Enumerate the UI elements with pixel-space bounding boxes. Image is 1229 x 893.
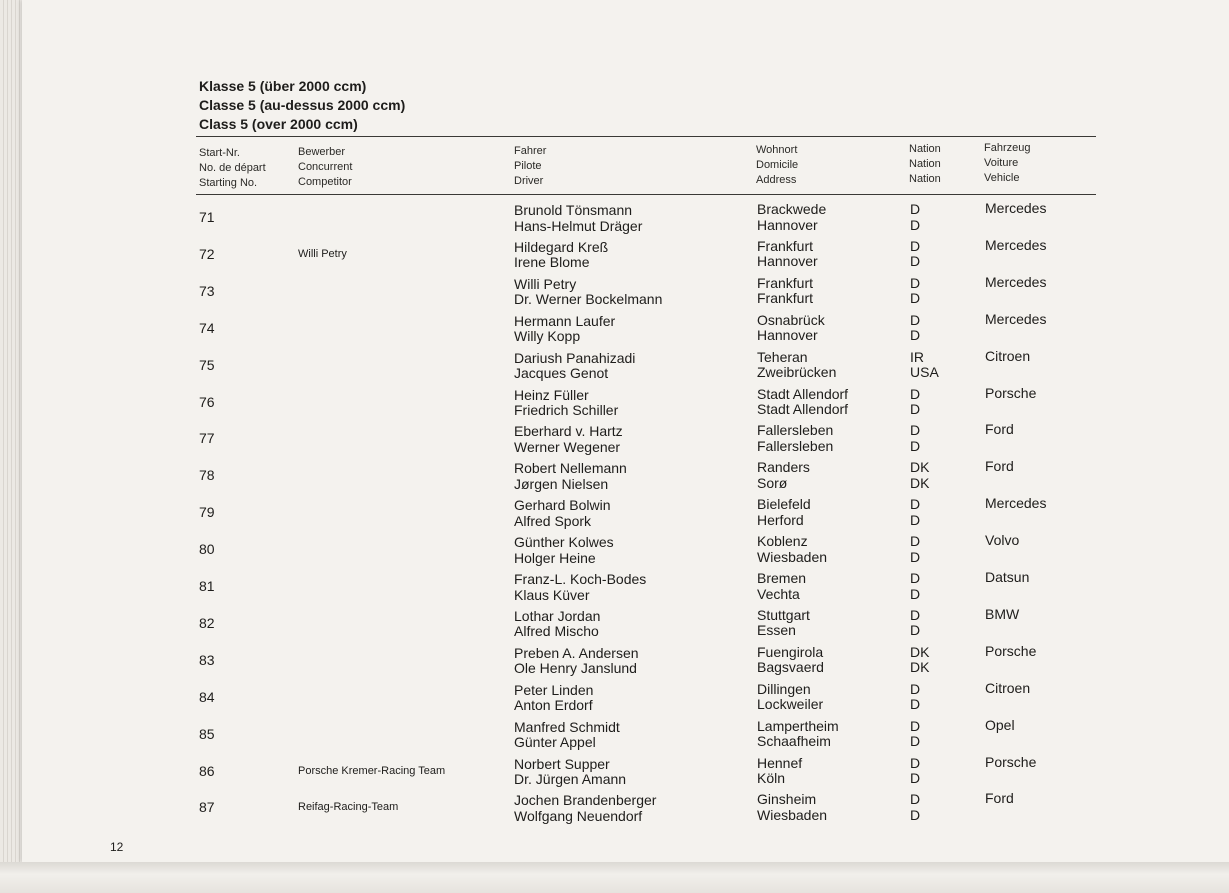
- start-number-cell: [199, 321, 215, 337]
- nations-text: D: [910, 696, 921, 713]
- nations-text: D: [910, 327, 921, 344]
- homes-cell: [757, 313, 825, 344]
- header-label: Voiture: [984, 157, 1019, 169]
- nations-text: D: [910, 717, 921, 734]
- competitor-cell: [298, 247, 347, 263]
- drivers-text: Jørgen Nielsen: [514, 475, 609, 492]
- drivers-cell: [514, 388, 618, 419]
- competitor-cell: [298, 764, 445, 780]
- drivers-text: Eberhard v. Hartz: [514, 423, 623, 440]
- homes-text: Frankfurt: [757, 274, 814, 291]
- homes-cell: [757, 534, 827, 565]
- vehicle-text: Opel: [985, 716, 1015, 733]
- vehicle-text: Mercedes: [985, 236, 1047, 253]
- nations-text: D: [910, 290, 921, 307]
- homes-cell: [757, 497, 811, 528]
- heading-french: Classe 5 (au-dessus 2000 ccm): [199, 97, 406, 113]
- start-number-text: 85: [199, 725, 215, 742]
- page-bottom-edge: [0, 862, 1229, 893]
- nations-cell: [910, 534, 920, 565]
- vehicle-text: Mercedes: [985, 495, 1047, 512]
- nations-cell: [910, 313, 920, 344]
- header-label: Nation: [909, 173, 941, 185]
- homes-text: Essen: [757, 622, 796, 639]
- nations-text: D: [910, 437, 921, 454]
- homes-text: Ginsheim: [757, 791, 817, 808]
- vehicle-text: Volvo: [985, 532, 1020, 549]
- homes-cell: [757, 202, 826, 233]
- start-number-cell: [199, 395, 215, 411]
- homes-cell: [757, 387, 848, 418]
- vehicle-text: Mercedes: [985, 310, 1047, 327]
- drivers-text: Lothar Jordan: [514, 607, 601, 624]
- nations-text: D: [910, 754, 921, 771]
- start-number-text: 79: [199, 504, 215, 521]
- table-row: [0, 421, 1229, 461]
- vehicle-cell: [985, 570, 1029, 586]
- nations-text: DK: [910, 659, 930, 676]
- drivers-text: Norbert Supper: [514, 755, 610, 772]
- table-row: [0, 236, 1229, 277]
- homes-text: Bremen: [757, 570, 807, 586]
- homes-text: Fallersleben: [757, 422, 834, 439]
- drivers-cell: [514, 535, 614, 566]
- homes-text: Hannover: [757, 253, 818, 270]
- homes-text: Fallersleben: [757, 437, 834, 454]
- header-label: Nation: [909, 143, 941, 155]
- nations-text: D: [910, 733, 921, 750]
- header-label: Domicile: [756, 159, 799, 171]
- header-label: Pilote: [514, 160, 542, 172]
- homes-cell: [757, 460, 810, 491]
- table-row: [0, 310, 1229, 351]
- vehicle-cell: [985, 422, 1014, 438]
- start-number-cell: [199, 505, 215, 521]
- header-vehicle: [984, 141, 1030, 186]
- start-number-text: 77: [199, 430, 215, 447]
- table-row: [0, 384, 1229, 425]
- start-number-text: 73: [199, 282, 215, 299]
- competitor-text: Willi Petry: [298, 247, 347, 260]
- nations-cell: [910, 276, 920, 307]
- vehicle-text: Ford: [985, 458, 1014, 475]
- start-number-text: 72: [199, 245, 215, 262]
- homes-cell: [757, 608, 810, 639]
- vehicle-text: BMW: [985, 605, 1020, 622]
- drivers-text: Günter Appel: [514, 734, 596, 751]
- drivers-text: Robert Nellemann: [514, 460, 627, 477]
- nations-cell: [910, 645, 929, 676]
- nations-text: D: [910, 253, 921, 270]
- start-number-cell: [199, 616, 215, 632]
- vehicle-text: Porsche: [985, 642, 1037, 659]
- header-label: Driver: [514, 175, 544, 187]
- drivers-text: Hildegard Kreß: [514, 238, 609, 255]
- homes-text: Bagsvaerd: [757, 659, 824, 676]
- homes-text: Schaafheim: [757, 733, 831, 750]
- homes-text: Stadt Allendorf: [757, 385, 849, 402]
- nations-cell: [910, 460, 929, 491]
- homes-cell: [757, 756, 802, 787]
- header-label: No. de départ: [199, 162, 266, 174]
- drivers-cell: [514, 609, 600, 640]
- vehicle-text: Citroen: [985, 679, 1031, 696]
- vehicle-text: Citroen: [985, 347, 1031, 364]
- start-number-text: 87: [199, 799, 215, 816]
- start-number-cell: [199, 764, 215, 780]
- vehicle-cell: [985, 349, 1030, 365]
- drivers-cell: [514, 793, 656, 824]
- vehicle-text: Ford: [985, 421, 1014, 438]
- nations-cell: [910, 571, 920, 602]
- heading-english: Class 5 (over 2000 ccm): [199, 116, 358, 132]
- homes-text: Hannover: [757, 216, 818, 233]
- homes-cell: [757, 239, 818, 270]
- vehicle-cell: [985, 459, 1014, 475]
- heading-german: Klasse 5 (über 2000 ccm): [199, 78, 367, 94]
- nations-cell: [910, 350, 939, 381]
- drivers-text: Franz-L. Koch-Bodes: [514, 571, 647, 587]
- homes-text: Osnabrück: [757, 311, 825, 328]
- start-number-text: 86: [199, 762, 215, 779]
- header-competitor: [298, 145, 352, 190]
- start-number-cell: [199, 542, 215, 558]
- drivers-cell: [514, 757, 626, 788]
- header-label: Bewerber: [298, 146, 346, 158]
- nations-text: D: [910, 680, 921, 697]
- nations-text: D: [910, 606, 921, 623]
- nations-text: D: [910, 311, 921, 328]
- drivers-text: Holger Heine: [514, 549, 596, 566]
- drivers-text: Alfred Mischo: [514, 623, 599, 640]
- start-number-text: 84: [199, 688, 215, 705]
- vehicle-cell: [985, 644, 1036, 660]
- header-label: Fahrer: [514, 145, 547, 157]
- nations-text: D: [910, 622, 921, 639]
- table-row: [0, 605, 1229, 646]
- drivers-text: Dariush Panahizadi: [514, 349, 636, 366]
- nations-cell: [910, 387, 920, 418]
- table-row: [0, 716, 1229, 757]
- page-number: 12: [110, 840, 124, 854]
- drivers-text: Irene Blome: [514, 254, 590, 271]
- vehicle-cell: [985, 238, 1046, 254]
- drivers-cell: [514, 203, 642, 234]
- vehicle-cell: [985, 386, 1036, 402]
- nations-text: D: [910, 806, 921, 823]
- header-driver: [514, 144, 546, 189]
- homes-cell: [757, 719, 839, 750]
- vehicle-cell: [985, 533, 1019, 549]
- homes-cell: [757, 571, 806, 602]
- homes-text: Brackwede: [757, 201, 827, 217]
- nations-text: D: [910, 385, 921, 402]
- drivers-text: Alfred Spork: [514, 512, 592, 529]
- nations-cell: [910, 682, 920, 713]
- drivers-cell: [514, 461, 627, 492]
- drivers-text: Jacques Genot: [514, 365, 609, 382]
- drivers-text: Peter Linden: [514, 681, 594, 698]
- nations-text: D: [910, 511, 921, 528]
- start-number-text: 76: [199, 393, 215, 410]
- nations-text: D: [910, 201, 921, 217]
- start-number-cell: [199, 579, 215, 595]
- nations-cell: [910, 423, 920, 454]
- nations-text: D: [910, 548, 921, 565]
- homes-text: Lampertheim: [757, 717, 839, 734]
- homes-text: Zweibrücken: [757, 364, 837, 381]
- nations-cell: [910, 239, 920, 270]
- drivers-cell: [514, 351, 635, 382]
- drivers-text: Willi Petry: [514, 275, 577, 292]
- nations-text: USA: [910, 364, 939, 381]
- start-number-cell: [199, 284, 215, 300]
- drivers-text: Klaus Küver: [514, 586, 590, 603]
- drivers-text: Manfred Schmidt: [514, 718, 620, 735]
- header-label: Competitor: [298, 176, 352, 188]
- nations-text: D: [910, 274, 921, 291]
- vehicle-text: Datsun: [985, 569, 1030, 585]
- nations-text: D: [910, 401, 921, 417]
- header-label: Concurrent: [298, 161, 353, 173]
- homes-cell: [757, 350, 836, 381]
- drivers-cell: [514, 314, 615, 345]
- start-number-cell: [199, 468, 215, 484]
- header-rule: [196, 194, 1096, 195]
- homes-cell: [757, 276, 813, 307]
- drivers-text: Günther Kolwes: [514, 534, 614, 551]
- class-heading: [199, 77, 405, 134]
- vehicle-text: Mercedes: [985, 200, 1047, 216]
- header-label: Wohnort: [756, 144, 798, 156]
- drivers-text: Hermann Laufer: [514, 312, 616, 329]
- homes-text: Wiesbaden: [757, 806, 828, 823]
- drivers-text: Heinz Füller: [514, 386, 589, 403]
- vehicle-text: Porsche: [985, 753, 1037, 770]
- vehicle-cell: [985, 755, 1036, 771]
- homes-text: Stadt Allendorf: [757, 401, 849, 417]
- nations-cell: [910, 756, 920, 787]
- drivers-cell: [514, 277, 662, 308]
- nations-cell: [910, 497, 920, 528]
- nations-text: DK: [910, 643, 930, 660]
- table-row: [0, 200, 1229, 240]
- drivers-text: Gerhard Bolwin: [514, 497, 611, 514]
- nations-text: D: [910, 216, 921, 233]
- vehicle-text: Mercedes: [985, 273, 1047, 290]
- drivers-text: Preben A. Andersen: [514, 644, 639, 661]
- drivers-cell: [514, 424, 623, 455]
- header-label: Vehicle: [984, 172, 1020, 184]
- drivers-text: Brunold Tönsmann: [514, 202, 633, 218]
- start-number-cell: [199, 690, 215, 706]
- table-row: [0, 753, 1229, 794]
- homes-text: Hennef: [757, 754, 803, 771]
- header-label: Starting No.: [199, 177, 258, 189]
- homes-text: Frankfurt: [757, 290, 814, 307]
- drivers-cell: [514, 646, 639, 677]
- start-number-cell: [199, 653, 215, 669]
- homes-cell: [757, 645, 824, 676]
- drivers-text: Hans-Helmut Dräger: [514, 217, 643, 234]
- start-number-cell: [199, 210, 215, 226]
- start-number-text: 74: [199, 319, 215, 336]
- start-number-text: 80: [199, 541, 215, 558]
- vehicle-text: Ford: [985, 790, 1014, 807]
- start-number-text: 81: [199, 578, 215, 594]
- start-number-cell: [199, 727, 215, 743]
- vehicle-cell: [985, 496, 1046, 512]
- homes-text: Vechta: [757, 585, 800, 602]
- nations-text: IR: [910, 348, 924, 365]
- homes-text: Randers: [757, 459, 810, 476]
- header-label: Fahrzeug: [984, 142, 1031, 154]
- header-label: Address: [756, 174, 797, 186]
- competitor-text: Reifag-Racing-Team: [298, 801, 399, 814]
- nations-text: D: [910, 770, 921, 786]
- homes-text: Frankfurt: [757, 237, 814, 254]
- nations-text: DK: [910, 459, 930, 476]
- vehicle-cell: [985, 275, 1046, 291]
- drivers-cell: [514, 572, 646, 603]
- header-nation: [909, 142, 941, 187]
- homes-text: Koblenz: [757, 533, 808, 550]
- drivers-cell: [514, 683, 593, 714]
- homes-cell: [757, 792, 827, 823]
- start-number-text: 75: [199, 356, 215, 373]
- nations-text: D: [910, 533, 921, 550]
- nations-cell: [910, 719, 920, 750]
- drivers-text: Dr. Werner Bockelmann: [514, 291, 663, 308]
- homes-text: Herford: [757, 511, 804, 528]
- start-number-text: 83: [199, 651, 215, 668]
- nations-text: D: [910, 422, 921, 439]
- nations-cell: [910, 608, 920, 639]
- drivers-text: Ole Henry Janslund: [514, 660, 637, 677]
- homes-text: Lockweiler: [757, 696, 824, 713]
- header-label: Start-Nr.: [199, 147, 240, 159]
- table-row: [0, 679, 1229, 720]
- start-number-cell: [199, 247, 215, 263]
- table-row: [0, 458, 1229, 498]
- top-rule: [196, 136, 1096, 137]
- nations-text: D: [910, 570, 921, 586]
- header-home: [756, 143, 798, 188]
- nations-text: D: [910, 585, 921, 602]
- nations-cell: [910, 792, 920, 823]
- homes-text: Dillingen: [757, 680, 811, 697]
- homes-text: Fuengirola: [757, 643, 824, 660]
- homes-text: Stuttgart: [757, 606, 810, 623]
- homes-text: Hannover: [757, 327, 818, 344]
- vehicle-cell: [985, 718, 1015, 734]
- table-row: [0, 273, 1229, 314]
- vehicle-cell: [985, 312, 1046, 328]
- homes-text: Teheran: [757, 348, 808, 365]
- table-row: [0, 495, 1229, 535]
- competitor-text: Porsche Kremer-Racing Team: [298, 764, 446, 777]
- drivers-text: Jochen Brandenberger: [514, 792, 657, 809]
- nations-cell: [910, 202, 920, 233]
- drivers-text: Werner Wegener: [514, 438, 621, 455]
- table-row: [0, 532, 1229, 572]
- table-row: [0, 569, 1229, 609]
- nations-text: D: [910, 496, 921, 513]
- start-number-cell: [199, 800, 215, 816]
- drivers-text: Willy Kopp: [514, 328, 581, 345]
- homes-text: Wiesbaden: [757, 548, 828, 565]
- vehicle-cell: [985, 201, 1046, 217]
- header-label: Nation: [909, 158, 941, 170]
- vehicle-text: Porsche: [985, 384, 1037, 401]
- start-number-text: 78: [199, 467, 215, 484]
- competitor-cell: [298, 800, 398, 816]
- drivers-cell: [514, 720, 620, 751]
- table-row: [0, 642, 1229, 683]
- nations-text: DK: [910, 474, 930, 491]
- drivers-text: Friedrich Schiller: [514, 402, 619, 418]
- homes-text: Sorø: [757, 474, 788, 491]
- drivers-text: Wolfgang Neuendorf: [514, 807, 643, 824]
- drivers-cell: [514, 498, 611, 529]
- drivers-text: Dr. Jürgen Amann: [514, 771, 627, 787]
- drivers-text: Anton Erdorf: [514, 697, 593, 714]
- start-number-text: 82: [199, 614, 215, 631]
- table-row: [0, 790, 1229, 830]
- start-number-cell: [199, 431, 215, 447]
- table-row: [0, 347, 1229, 388]
- homes-text: Köln: [757, 770, 786, 786]
- nations-text: D: [910, 237, 921, 254]
- drivers-cell: [514, 240, 608, 271]
- start-number-cell: [199, 358, 215, 374]
- vehicle-cell: [985, 607, 1019, 623]
- vehicle-cell: [985, 681, 1030, 697]
- homes-cell: [757, 423, 833, 454]
- homes-text: Bielefeld: [757, 496, 811, 513]
- vehicle-cell: [985, 791, 1014, 807]
- start-number-text: 71: [199, 209, 215, 225]
- homes-cell: [757, 682, 823, 713]
- nations-text: D: [910, 791, 921, 808]
- header-start-number: [199, 146, 266, 191]
